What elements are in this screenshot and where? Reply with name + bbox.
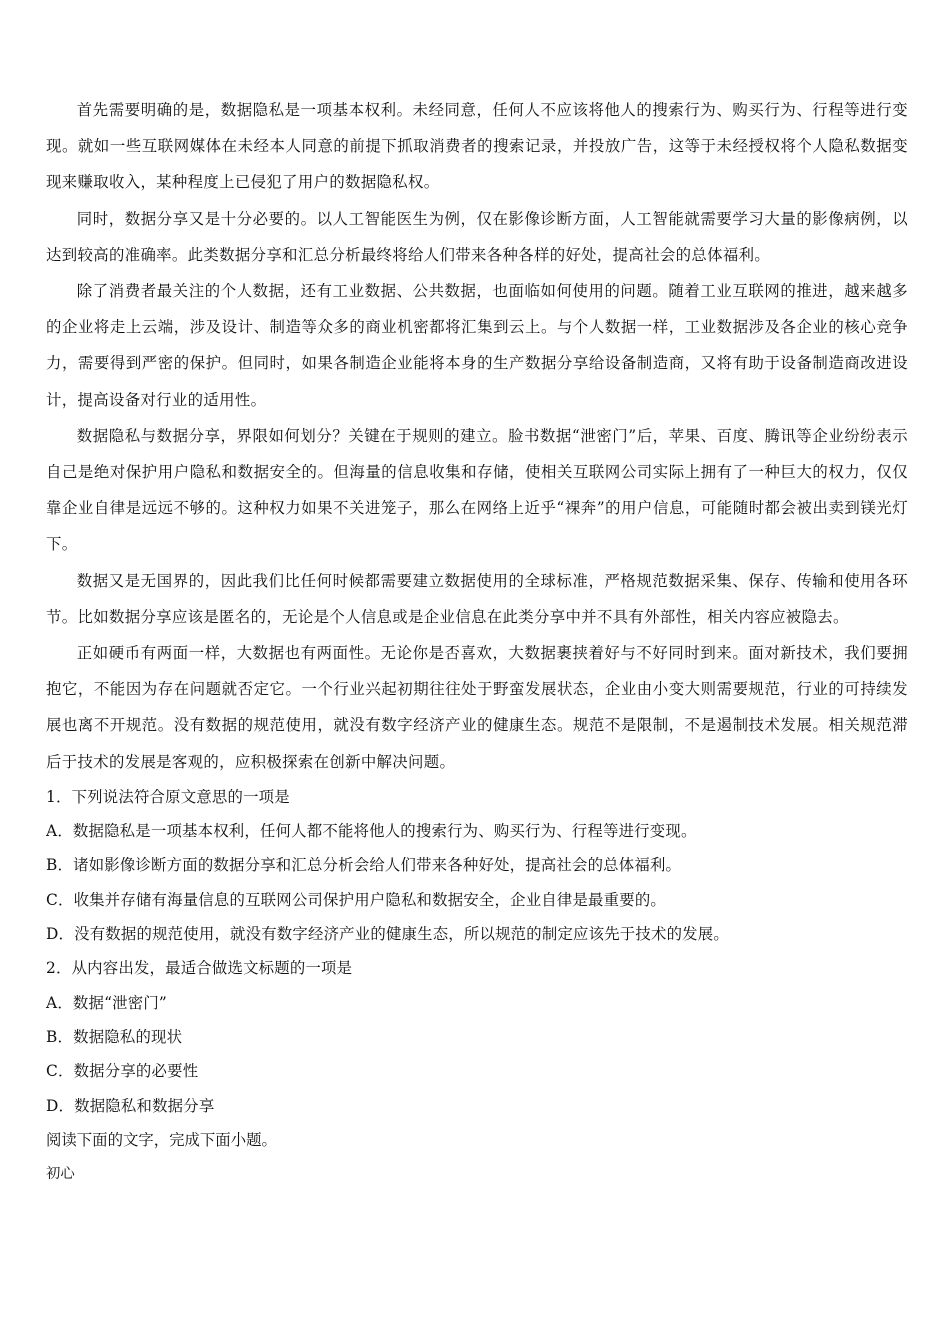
question-1: [46, 780, 908, 951]
article-paragraph-3: 除了消费者最关注的个人数据，还有工业数据、公共数据，也面临如何使用的问题。随着工业互联网的推进，越来越多的企业将走上云端，涉及设计、制造等众多的商业机密都将汇集到云上。与个人数据一样，工业数据涉及各企业的核心竞争力，需要得到严密的保护。但同时，如果各制造企业能将本身的生产数据分享给设备制造商，又将有助于设备制造商改进设计，提高设备对行业的适用性。: [46, 282, 908, 409]
question-2-option-a: A．数据“泄密门”: [46, 993, 167, 1012]
question-2-option-c: C．数据分享的必要性: [46, 1062, 199, 1081]
question-1-option-a: A．数据隐私是一项基本权利，任何人都不能将他人的搜索行为、购买行为、行程等进行变现。: [46, 822, 697, 841]
article-paragraph-1: 首先需要明确的是，数据隐私是一项基本权利。未经同意，任何人不应该将他人的搜索行为、购买行为、行程等进行变现。就如一些互联网媒体在未经本人同意的前提下抓取消费者的搜索记录，并投放广告，这等于未经授权将个人隐私数据变现来赚取收入，某种程度上已侵犯了用户的数据隐私权。: [46, 101, 908, 192]
question-2-option-d: D．数据隐私和数据分享: [46, 1096, 215, 1115]
passage-title: 初心: [46, 1166, 75, 1183]
document-page: [46, 92, 908, 1191]
question-1-stem: 1．下列说法符合原文意思的一项是: [46, 787, 290, 806]
question-1-option-d: D．没有数据的规范使用，就没有数字经济产业的健康生态，所以规范的制定应该先于技术的发展。: [46, 925, 729, 944]
article-paragraph-5: 数据又是无国界的，因此我们比任何时候都需要建立数据使用的全球标准，严格规范数据采集、保存、传输和使用各环节。比如数据分享应该是匿名的，无论是个人信息或是企业信息在此类分享中并不具有外部性，相关内容应被隐去。: [46, 571, 908, 626]
article-paragraph-4: 数据隐私与数据分享，界限如何划分？关键在于规则的建立。脸书数据“泄密门”后，苹果、百度、腾讯等企业纷纷表示自己是绝对保护用户隐私和数据安全的。但海量的信息收集和存储，使相关互联网公司实际上拥有了一种巨大的权力，仅仅靠企业自律是远远不够的。这种权力如果不关进笼子，那么在网络上近乎“裸奔”的用户信息，可能随时都会被出卖到镁光灯下。: [46, 426, 908, 554]
article-paragraph-2: 同时，数据分享又是十分必要的。以人工智能医生为例，仅在影像诊断方面，人工智能就需要学习大量的影像病例，以达到较高的准确率。此类数据分享和汇总分析最终将给人们带来各种各样的好处，提高社会的总体福利。: [46, 209, 908, 264]
question-2-option-b: B．数据隐私的现状: [46, 1027, 183, 1046]
question-1-option-b: B．诸如影像诊断方面的数据分享和汇总分析会给人们带来各种好处，提高社会的总体福利。: [46, 856, 682, 875]
article-body: [46, 92, 908, 780]
reading-instruction: 阅读下面的文字，完成下面小题。: [46, 1130, 277, 1149]
article-paragraph-6: 正如硬币有两面一样，大数据也有两面性。无论你是否喜欢，大数据裹挟着好与不好同时到来。面对新技术，我们要拥抱它，不能因为存在问题就否定它。一个行业兴起初期往往处于野蛮发展状态，企业由小变大则需要规范，行业的可持续发展也离不开规范。没有数据的规范使用，就没有数字经济产业的健康生态。规范不是限制，不是遏制技术发展。相关规范滞后于技术的发展是客观的，应积极探索在创新中解决问题。: [46, 644, 908, 771]
question-2: [46, 951, 908, 1122]
question-2-stem: 2．从内容出发，最适合做选文标题的一项是: [46, 959, 353, 978]
question-1-option-c: C．收集并存储有海量信息的互联网公司保护用户隐私和数据安全，企业自律是最重要的。: [46, 890, 667, 909]
